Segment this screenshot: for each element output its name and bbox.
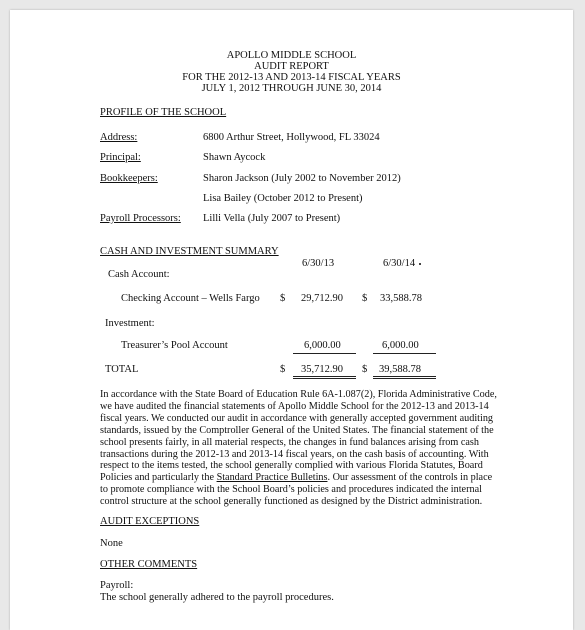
total-underline-2a <box>373 376 436 377</box>
bookkeeper-2: Lisa Bailey (October 2012 to Present) <box>203 193 363 204</box>
total-dollar-2: $ <box>362 364 368 375</box>
investment-label: Investment: <box>105 318 155 329</box>
total-underline-2b <box>373 378 436 379</box>
report-title: AUDIT REPORT <box>254 61 329 72</box>
total-dollar-1: $ <box>280 364 286 375</box>
payroll-comment-label: Payroll: <box>100 580 134 591</box>
report-period: JULY 1, 2012 THROUGH JUNE 30, 2014 <box>201 83 382 94</box>
payroll-comment-text: The school generally adhered to the payroll procedures. <box>100 592 334 603</box>
pool-account-label: Treasurer’s Pool Account <box>121 340 228 351</box>
pool-2013-value: 6,000.00 <box>304 340 341 351</box>
total-2013-value: 35,712.90 <box>301 364 343 375</box>
total-label: TOTAL <box>105 364 139 375</box>
column-header-2014: 6/30/14 <box>383 258 416 269</box>
total-2014-value: 39,588.78 <box>379 364 421 375</box>
standard-practice-bulletins-link[interactable]: Standard Practice Bulletins <box>216 472 328 484</box>
total-underline-1a <box>293 376 356 377</box>
payroll-processors-value: Lilli Vella (July 2007 to Present) <box>203 213 341 224</box>
address-value: 6800 Arthur Street, Hollywood, FL 33024 <box>203 132 380 143</box>
pool-underline-1 <box>293 353 356 354</box>
audit-exceptions-heading: AUDIT EXCEPTIONS <box>100 516 200 527</box>
audit-paragraph-text: In accordance with the State Board of Education Rule 6A-1.087(2), Florida Administrative Code, we have audited the financial statements of Apollo Middle School for the 2012-13 and 2013-14 fiscal years. We conducted our audit in accordance with generally accepted government auditing standards, issued by the Comptroller General of the United States. The financial statement of the school presents fairly, in all material respects, the changes in fund balances arising from cash transactions during the 2012-13 and 2013-14 fiscal years, on the cash basis of accounting. With respect to the items tested, the school generally complied with various Florida Statutes, Board Policies and particularly the <box>100 389 497 484</box>
fiscal-years: FOR THE 2012-13 AND 2013-14 FISCAL YEARS <box>182 72 401 83</box>
checking-account-label: Checking Account – Wells Fargo <box>121 293 260 304</box>
principal-value: Shawn Aycock <box>203 152 266 163</box>
bookkeepers-label: Bookkeepers: <box>100 173 158 184</box>
other-comments-heading: OTHER COMMENTS <box>100 559 198 570</box>
pool-2014-value: 6,000.00 <box>382 340 419 351</box>
checking-dollar-2: $ <box>362 293 368 304</box>
payroll-processors-label: Payroll Processors: <box>100 213 181 224</box>
pool-underline-2 <box>373 353 436 354</box>
checking-2014-value: 33,588.78 <box>380 293 422 304</box>
address-label: Address: <box>100 132 138 143</box>
principal-label: Principal: <box>100 152 141 163</box>
total-underline-1b <box>293 378 356 379</box>
audit-exceptions-value: None <box>100 538 123 549</box>
mark <box>419 263 421 265</box>
checking-dollar-1: $ <box>280 293 286 304</box>
cash-summary-heading: CASH AND INVESTMENT SUMMARY <box>100 246 279 257</box>
cash-account-label: Cash Account: <box>108 269 170 280</box>
document-page <box>10 10 573 630</box>
school-name: APOLLO MIDDLE SCHOOL <box>226 50 357 61</box>
profile-heading: PROFILE OF THE SCHOOL <box>100 107 227 118</box>
checking-2013-value: 29,712.90 <box>301 293 343 304</box>
column-header-2013: 6/30/13 <box>302 258 335 269</box>
audit-paragraph <box>100 389 520 508</box>
audit-paragraph-text-end: . Our assessment of the controls in place to promote compliance with the School Board’s policies and procedures indicated the internal control structure at the school generally functioned as designed by the District administration. <box>100 472 493 508</box>
bookkeeper-1: Sharon Jackson (July 2002 to November 2012) <box>203 173 401 184</box>
